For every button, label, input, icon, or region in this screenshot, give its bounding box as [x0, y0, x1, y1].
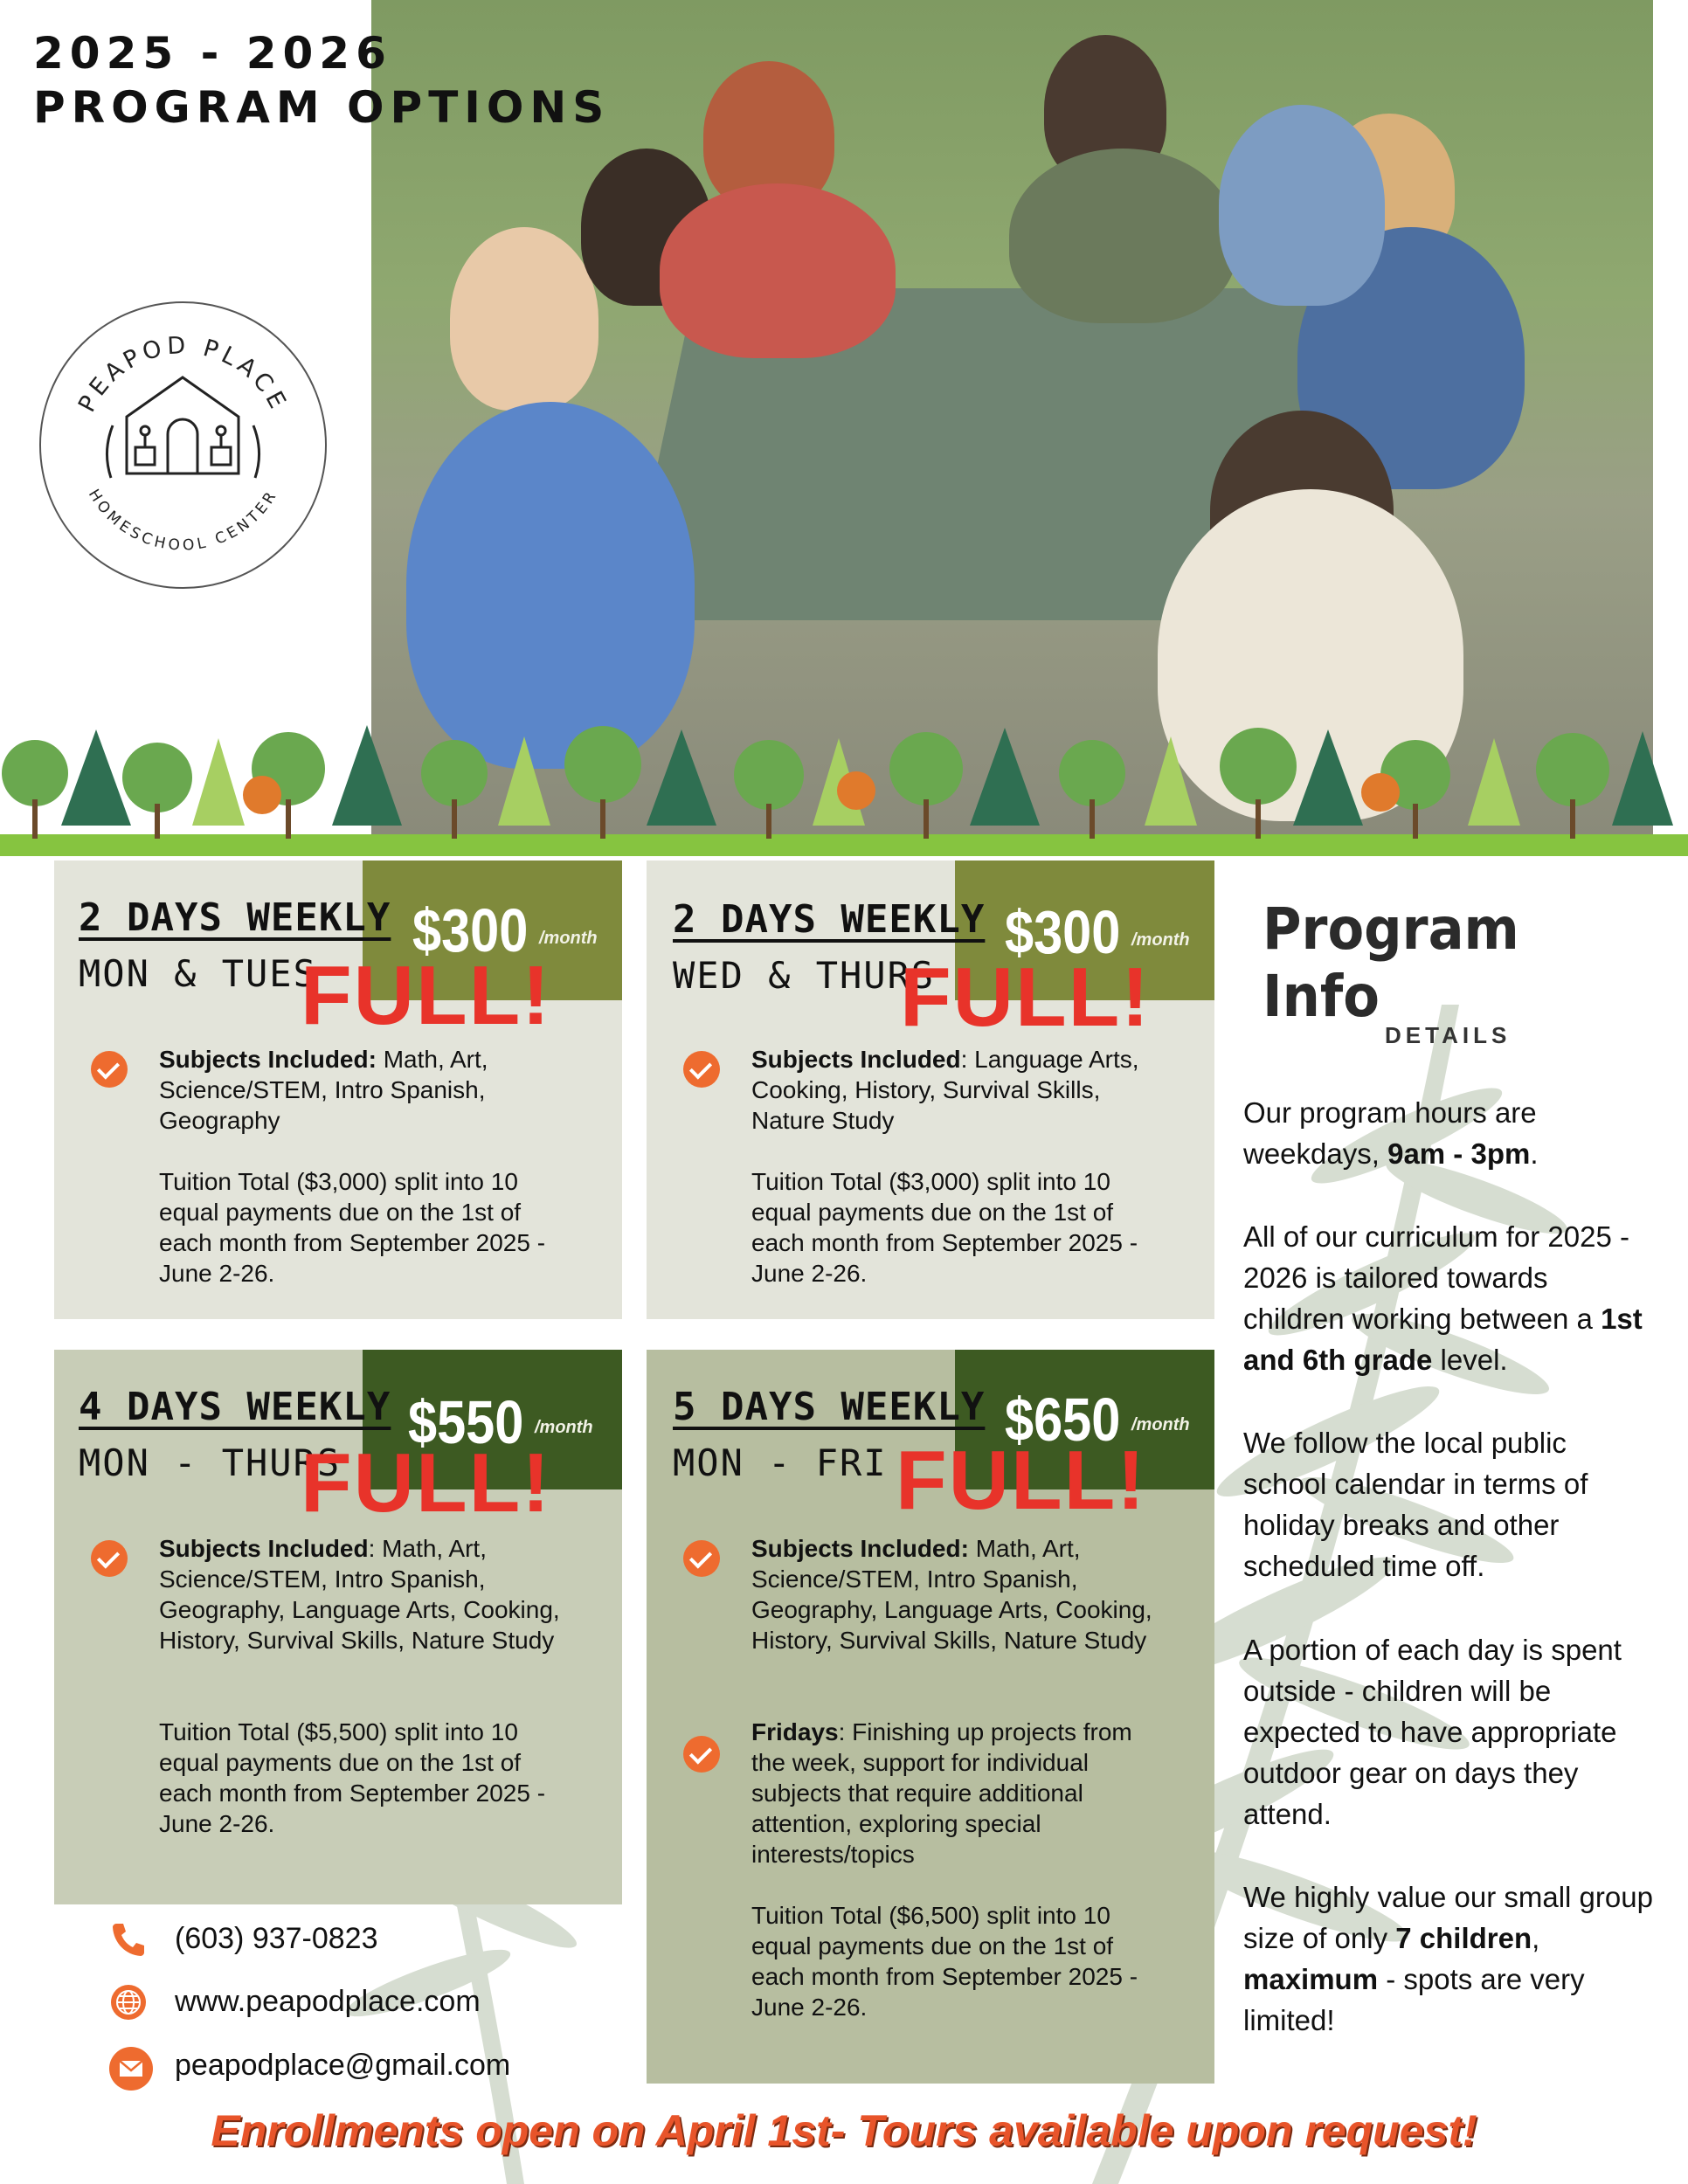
info-outdoor: A portion of each day is spent outside - children will be expected to have appropriate outdoor gear on days they attend.	[1243, 1634, 1622, 1830]
child-shirt	[1009, 149, 1236, 323]
info-emphasis: 1st and 6th grade	[1243, 1303, 1643, 1376]
title-line-1: 2025 - 2026	[33, 28, 392, 79]
card-price: $550	[408, 1388, 524, 1456]
full-status-badge: FULL!	[301, 1436, 552, 1530]
info-group-size	[1243, 1876, 1654, 2041]
child-head	[450, 227, 598, 411]
subjects-label: Subjects Included	[159, 1535, 369, 1562]
contact-email[interactable]: peapodplace@gmail.com	[175, 2049, 511, 2082]
child-shirt	[660, 183, 896, 358]
subjects-label: Subjects Included	[751, 1046, 961, 1073]
card-price: $650	[1005, 1386, 1121, 1454]
info-text: - spots are very limited!	[1243, 1963, 1585, 2036]
check-icon	[91, 1540, 128, 1577]
contact-website[interactable]: www.peapodplace.com	[175, 1985, 481, 2018]
house-icon	[107, 377, 259, 478]
card-heading: 2 DAYS WEEKLY	[673, 897, 986, 942]
subjects-list: Math, Art, Science/STEM, Intro Spanish, Geography	[159, 1046, 488, 1134]
enrollment-banner: Enrollments open on April 1st- Tours available upon request!	[211, 2106, 1477, 2155]
info-calendar: We follow the local public school calendar in terms of holiday breaks and other scheduled time off.	[1243, 1427, 1588, 1582]
phone-icon	[109, 1920, 148, 1959]
card-fridays	[751, 1717, 1171, 1870]
program-card-mon-thurs	[54, 1350, 622, 1904]
subjects-list: : Language Arts, Cooking, History, Survival Skills, Nature Study	[751, 1046, 1139, 1134]
card-heading: 4 DAYS WEEKLY	[79, 1385, 391, 1429]
subjects-list: Math, Art, Science/STEM, Intro Spanish, Geography, Language Arts, Cooking, History, Survival Skills, Nature Study	[751, 1535, 1152, 1654]
check-icon	[683, 1540, 720, 1577]
logo-bottom-text: HOMESCHOOL CENTER	[84, 486, 282, 555]
contact-phone[interactable]: (603) 937-0823	[175, 1922, 378, 1955]
fridays-label: Fridays	[751, 1718, 839, 1745]
full-status-badge: FULL!	[900, 950, 1152, 1044]
card-subjects	[159, 1533, 570, 1655]
info-text: All of our curriculum for 2025 - 2026 is tailored towards children working between a	[1243, 1220, 1630, 1335]
info-text: level.	[1432, 1344, 1508, 1376]
info-emphasis: maximum	[1243, 1963, 1379, 1995]
card-days: WED & THURS	[673, 954, 936, 997]
info-hours	[1243, 1092, 1654, 1174]
info-text: We highly value our small group size of only	[1243, 1881, 1653, 1954]
subjects-list: : Math, Art, Science/STEM, Intro Spanish, Geography, Language Arts, Cooking, History, Survival Skills, Nature Study	[159, 1535, 560, 1654]
card-price-unit: /month	[535, 1418, 593, 1437]
program-info-title: Program Info	[1263, 895, 1519, 1030]
svg-text:HOMESCHOOL CENTER	[85, 487, 281, 555]
program-card-wed-thurs	[647, 860, 1214, 1319]
globe-icon	[109, 1983, 148, 2022]
peapod-place-logo	[39, 301, 327, 589]
card-days: MON - THURS	[79, 1441, 342, 1484]
card-tuition: Tuition Total ($3,000) split into 10 equal payments due on the 1st of each month from September 2025 - June 2-26.	[751, 1168, 1138, 1287]
card-price: $300	[1005, 898, 1121, 966]
info-text: .	[1530, 1137, 1539, 1170]
info-emphasis: 9am - 3pm	[1387, 1137, 1531, 1170]
check-icon	[683, 1051, 720, 1088]
card-subjects	[751, 1044, 1180, 1136]
card-price-unit: /month	[1131, 1415, 1190, 1434]
card-tuition: Tuition Total ($3,000) split into 10 equal payments due on the 1st of each month from September 2025 - June 2-26.	[159, 1168, 546, 1287]
info-curriculum	[1243, 1216, 1654, 1380]
svg-text:PEAPOD PLACE	[73, 332, 293, 417]
card-subjects	[159, 1044, 570, 1136]
full-status-badge: FULL!	[896, 1434, 1147, 1527]
card-price-unit: /month	[539, 929, 598, 948]
program-card-mon-tues	[54, 860, 622, 1319]
card-tuition: Tuition Total ($5,500) split into 10 equal payments due on the 1st of each month from September 2025 - June 2-26.	[159, 1718, 546, 1837]
tree-border-illustration	[0, 712, 1688, 856]
card-heading: 5 DAYS WEEKLY	[673, 1385, 986, 1429]
program-card-mon-fri	[647, 1350, 1214, 2084]
email-icon	[109, 2047, 153, 2091]
logo-top-text: PEAPOD PLACE	[73, 332, 294, 417]
check-icon	[683, 1736, 720, 1773]
card-price-unit: /month	[1131, 930, 1190, 950]
info-text: ,	[1532, 1922, 1540, 1954]
subjects-label: Subjects Included:	[159, 1046, 377, 1073]
info-text: Our program hours are weekdays,	[1243, 1096, 1537, 1170]
card-heading: 2 DAYS WEEKLY	[79, 895, 391, 940]
card-price: $300	[412, 896, 529, 964]
info-emphasis: 7 children	[1395, 1922, 1532, 1954]
program-info-subtitle: DETAILS	[1385, 1022, 1512, 1048]
child-shirt	[1219, 105, 1385, 306]
subjects-label: Subjects Included:	[751, 1535, 969, 1562]
full-status-badge: FULL!	[301, 949, 552, 1042]
card-tuition: Tuition Total ($6,500) split into 10 equal payments due on the 1st of each month from September 2025 - June 2-26.	[751, 1902, 1138, 2021]
card-days: MON - FRI	[673, 1441, 888, 1484]
fridays-text: : Finishing up projects from the week, support for individual subjects that require additional attention, exploring special interests/topics	[751, 1718, 1132, 1868]
check-icon	[91, 1051, 128, 1088]
page-title	[33, 26, 610, 135]
card-subjects	[751, 1533, 1171, 1655]
title-line-2: PROGRAM OPTIONS	[33, 82, 611, 133]
card-days: MON & TUES	[79, 952, 317, 995]
